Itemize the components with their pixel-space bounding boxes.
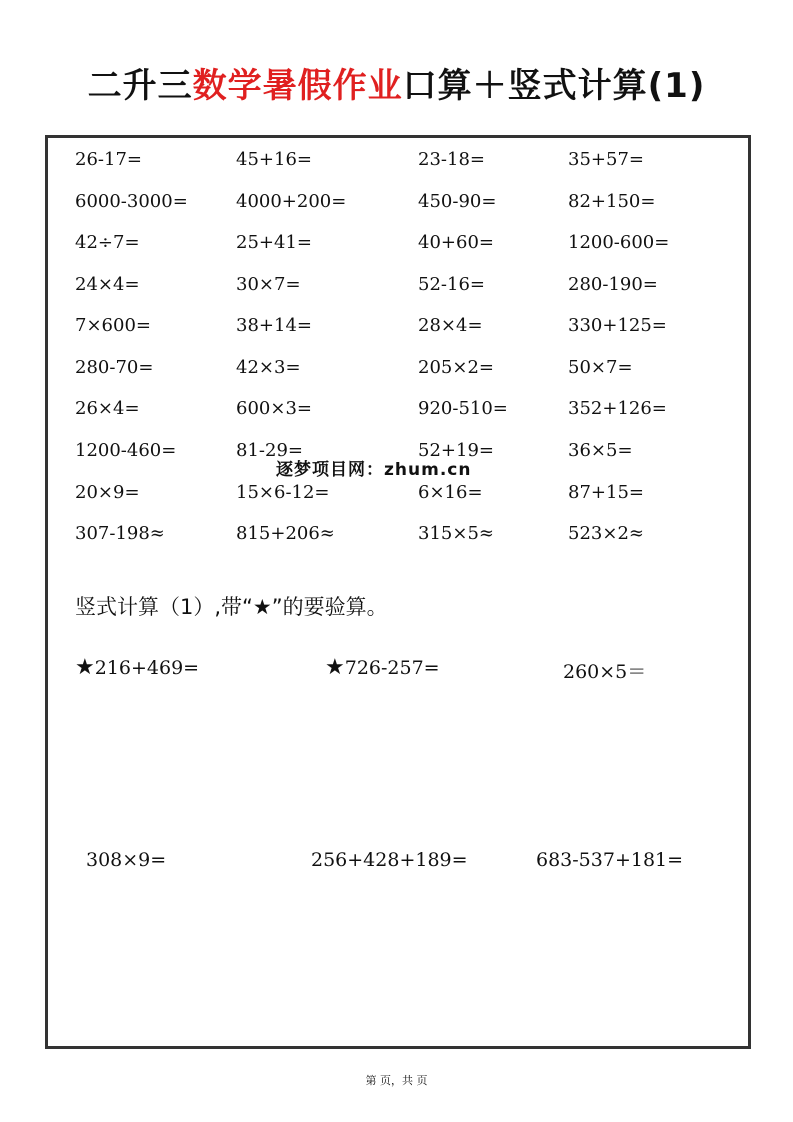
problem: 205×2=	[418, 357, 494, 378]
vertical-problem	[325, 655, 440, 680]
problem: 45+16=	[236, 149, 312, 170]
problem: 42×3=	[236, 357, 301, 378]
problem: 30×7=	[236, 274, 301, 295]
vertical-problem	[86, 849, 166, 871]
problem: 7×600=	[75, 315, 151, 336]
problem: 600×3=	[236, 398, 312, 419]
problem: 280-70=	[75, 357, 154, 378]
problem: 50×7=	[568, 357, 633, 378]
problem: 260×5＝	[563, 661, 647, 683]
problem: 1200-460=	[75, 440, 177, 461]
star-icon: ★	[75, 655, 95, 680]
oral-row	[75, 398, 765, 428]
problem: 35+57=	[568, 149, 644, 170]
problem: 20×9=	[75, 482, 140, 503]
oral-row	[75, 523, 765, 553]
page-title	[0, 62, 793, 110]
problem: 330+125=	[568, 315, 667, 336]
problem: 308×9=	[86, 849, 167, 871]
problem: 280-190=	[568, 274, 658, 295]
problem: 256+428+189=	[311, 849, 468, 871]
problem: 87+15=	[568, 482, 644, 503]
problem: 6000-3000=	[75, 191, 188, 212]
problem: 15×6-12=	[236, 482, 330, 503]
problem: 40+60=	[418, 232, 494, 253]
problem: 450-90=	[418, 191, 497, 212]
oral-row	[75, 357, 765, 387]
vertical-problem	[536, 849, 683, 871]
problem: 6×16=	[418, 482, 483, 503]
problem: 726-257=	[344, 657, 440, 679]
oral-row	[75, 315, 765, 345]
problem: 23-18=	[418, 149, 485, 170]
title-highlight: 数学暑假作业	[192, 66, 403, 106]
problem: 307-198≈	[75, 523, 165, 544]
problem: 36×5=	[568, 440, 633, 461]
problem: 315×5≈	[418, 523, 494, 544]
vertical-problem	[75, 655, 199, 680]
vertical-section-title: 竖式计算（1）,带“★”的要验算。	[75, 595, 388, 619]
oral-row	[75, 482, 765, 512]
problem: 38+14=	[236, 315, 312, 336]
title-grade: 二升三	[87, 66, 193, 106]
problem: 1200-600=	[568, 232, 670, 253]
problem: 82+150=	[568, 191, 656, 212]
oral-row	[75, 149, 765, 179]
vertical-problem	[563, 657, 646, 684]
problem: 25+41=	[236, 232, 312, 253]
problem: 42÷7=	[75, 232, 140, 253]
problem: 28×4=	[418, 315, 483, 336]
oral-row	[75, 274, 765, 304]
problem: 683-537+181=	[536, 849, 684, 871]
problem: 815+206≈	[236, 523, 335, 544]
star-icon: ★	[325, 655, 345, 680]
vertical-problem	[311, 849, 468, 871]
oral-row	[75, 191, 765, 221]
problem: 26-17=	[75, 149, 142, 170]
problem: 920-510=	[418, 398, 508, 419]
problem: 52-16=	[418, 274, 485, 295]
problem: 26×4=	[75, 398, 140, 419]
problem: 352+126=	[568, 398, 667, 419]
page-footer: 第 页，共 页	[365, 1074, 428, 1087]
oral-row	[75, 232, 765, 262]
problem: 24×4=	[75, 274, 140, 295]
title-topic: 口算＋竖式计算(1)	[402, 66, 706, 106]
problem: 216+469=	[94, 657, 200, 679]
problem: 81-29=	[236, 440, 303, 461]
watermark: 逐梦项目网：zhum.cn	[276, 460, 472, 480]
problem: 52+19=	[418, 440, 494, 461]
problem: 523×2≈	[568, 523, 644, 544]
problem: 4000+200=	[236, 191, 347, 212]
